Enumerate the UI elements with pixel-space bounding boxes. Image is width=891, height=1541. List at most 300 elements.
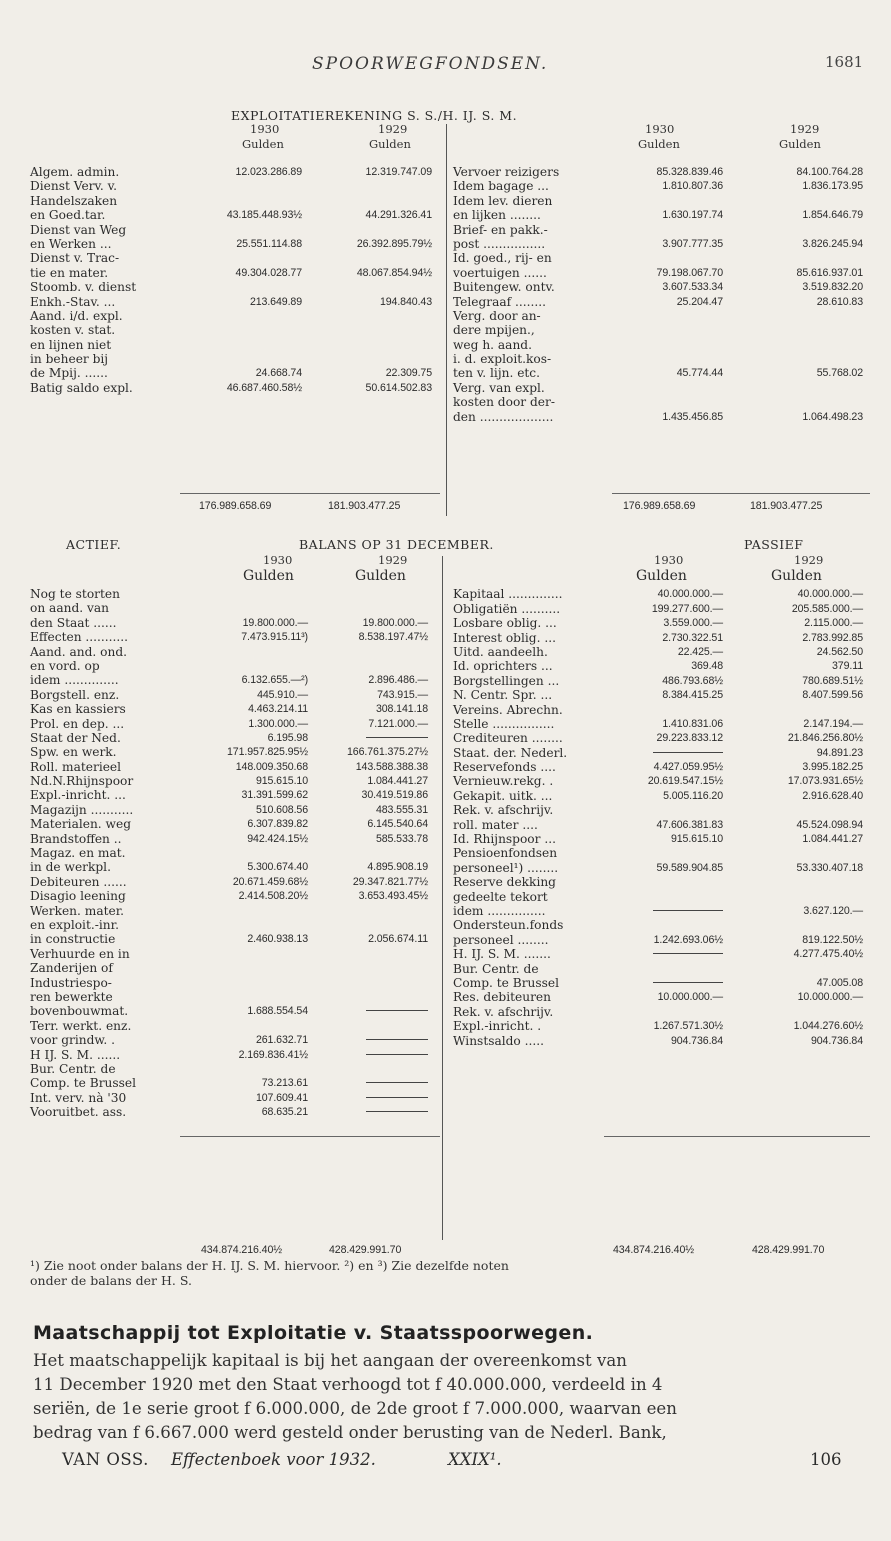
value-1930: 43.185.448.93½ xyxy=(226,209,302,222)
value-1929: 143.588.388.38 xyxy=(355,760,428,773)
exploit-year1-right: 1930 xyxy=(645,122,675,136)
value-1929: 48.067.854.94½ xyxy=(356,266,432,279)
balans-passief-row xyxy=(453,573,871,587)
balans-actief-row xyxy=(30,1004,440,1018)
value-1929: 10.000.000.— xyxy=(797,991,863,1004)
row-label: on aand. van xyxy=(30,601,109,616)
balans-title: BALANS OP 31 DECEMBER. xyxy=(299,537,494,552)
value-1929: 1.044.276.60½ xyxy=(793,1020,863,1033)
balans-passief-row xyxy=(453,904,871,918)
volume-number: XXIX¹. xyxy=(448,1450,502,1469)
value-1930: 10.000.000.— xyxy=(657,991,723,1004)
value-1930: 85.328.839.46 xyxy=(656,166,723,178)
value-1929: 2.783.992.85 xyxy=(802,631,863,644)
balans-passief-row xyxy=(453,1034,871,1048)
balans-total-left-1929: 428.429.991.70 xyxy=(329,1244,402,1256)
exploit-credit-row xyxy=(453,223,871,237)
balans-actief-row xyxy=(30,961,440,975)
row-label: personeel¹) ........ xyxy=(453,860,559,875)
exploit-total-right-1929: 181.903.477.25 xyxy=(750,500,823,512)
value-1929: 45.524.098.94 xyxy=(796,818,863,831)
row-label: kosten v. stat. xyxy=(30,323,116,338)
row-label: Aand. and. ond. xyxy=(30,644,127,659)
exploit-year2-right: 1929 xyxy=(790,122,820,136)
balans-actief-row xyxy=(30,659,440,673)
running-header: SPOORWEGFONDSEN. xyxy=(312,54,549,74)
exploit-divider xyxy=(446,124,447,516)
value-1929: 22.309.75 xyxy=(385,367,432,380)
value-1929: 3.826.245.94 xyxy=(802,237,863,250)
value-1929: 308.141.18 xyxy=(375,703,428,716)
exploit-credit-row xyxy=(453,165,871,179)
value-1930: 73.213.61 xyxy=(261,1077,308,1090)
row-label: tie en mater. xyxy=(30,265,109,280)
value-1930: 47.606.381.83 xyxy=(656,818,723,831)
value-1930: 510.608.56 xyxy=(255,803,308,816)
value-1930: 2.414.508.20½ xyxy=(238,890,308,903)
balans-actief-row xyxy=(30,803,440,817)
row-label: idem .............. xyxy=(30,673,119,688)
exploit-credit-row xyxy=(453,194,871,208)
value-1929: 3.653.493.45½ xyxy=(358,890,428,903)
exploit-credit-row xyxy=(453,237,871,251)
value-1930: 1.630.197.74 xyxy=(662,209,723,222)
value-1929 xyxy=(366,731,428,745)
value-1930: 1.810.807.36 xyxy=(662,180,723,193)
value-1929: 26.392.895.79½ xyxy=(356,237,432,250)
balans-actief-row xyxy=(30,731,440,745)
exploit-year1-left: 1930 xyxy=(250,122,280,136)
value-1930 xyxy=(653,904,723,918)
value-1930: 7.473.915.11³) xyxy=(241,631,308,644)
row-label: i. d. exploit.kos- xyxy=(453,352,552,367)
row-label: Magazijn ........... xyxy=(30,802,134,817)
row-label: Borgstellingen ... xyxy=(453,673,560,688)
value-1930: 1.267.571.30½ xyxy=(653,1020,723,1033)
exploit-total-right-1930: 176.989.658.69 xyxy=(623,500,696,512)
balans-actief-row xyxy=(30,990,440,1004)
balans-actief-row xyxy=(30,1062,440,1076)
row-label: Comp. te Brussel xyxy=(453,975,560,990)
balans-actief-row xyxy=(30,688,440,702)
row-label: Id. goed., rij- en xyxy=(453,251,552,266)
balans-actief-row xyxy=(30,673,440,687)
row-label: Verg. door an- xyxy=(453,308,541,323)
value-1930: 3.559.000.— xyxy=(663,617,723,630)
balans-passief-row xyxy=(453,861,871,875)
row-label: Vooruitbet. ass. xyxy=(30,1105,127,1120)
value-1930: 261.632.71 xyxy=(255,1034,308,1047)
exploit-debit-row xyxy=(30,323,440,337)
exploit-credit-row xyxy=(453,323,871,337)
value-1929 xyxy=(366,1004,428,1018)
value-1930: 6.307.839.82 xyxy=(247,818,308,831)
exploit-credit-row xyxy=(453,251,871,265)
exploit-unit1-left: Gulden xyxy=(242,137,284,151)
exploit-credit-row xyxy=(453,395,871,409)
value-1929: 2.115.000.— xyxy=(804,617,863,630)
balans-passief-row xyxy=(453,674,871,688)
value-1929: 819.122.50½ xyxy=(802,933,863,946)
value-1929: 8.407.599.56 xyxy=(802,689,863,702)
value-1929: 7.121.000.— xyxy=(368,717,428,730)
row-label: Obligatiën .......... xyxy=(453,601,561,616)
row-label: den Staat ...... xyxy=(30,615,117,630)
value-1930: 29.223.833.12 xyxy=(656,732,723,745)
balans-passief-row xyxy=(453,717,871,731)
value-1929 xyxy=(366,1076,428,1090)
balans-actief-row xyxy=(30,1091,440,1105)
balans-passief-row xyxy=(453,616,871,630)
value-1929: 2.056.674.11 xyxy=(368,933,428,946)
row-label: bovenbouwmat. xyxy=(30,1004,129,1019)
page-number: 1681 xyxy=(825,53,864,71)
balans-passief-row xyxy=(453,976,871,990)
value-1929: 4.277.475.40½ xyxy=(793,948,863,961)
row-label: Batig saldo expl. xyxy=(30,380,133,395)
row-label: Vereins. Abrechn. xyxy=(453,702,563,717)
exploit-debit-row xyxy=(30,295,440,309)
row-label: Crediteuren ........ xyxy=(453,731,563,746)
exploit-credit-table xyxy=(453,165,871,424)
row-label: Vervoer reizigers xyxy=(453,165,560,179)
value-1929: 50.614.502.83 xyxy=(365,381,432,394)
row-label: en Werken ... xyxy=(30,236,112,251)
value-1929: 44.291.326.41 xyxy=(365,209,432,222)
source-title: Effectenboek voor 1932. xyxy=(171,1450,376,1469)
exploit-debit-table xyxy=(30,165,440,395)
value-1929: 24.562.50 xyxy=(816,645,863,658)
value-1929 xyxy=(366,1033,428,1047)
balans-passief-row xyxy=(453,990,871,1004)
row-label: N. Centr. Spr. ... xyxy=(453,688,553,703)
source-author: VAN OSS. xyxy=(62,1450,149,1469)
row-label: Verg. van expl. xyxy=(453,380,545,395)
balans-passief-row xyxy=(453,933,871,947)
paragraph-line-4: bedrag van f 6.667.000 werd gesteld onder berusting van de Nederl. Bank, xyxy=(33,1423,667,1442)
row-label: Aand. i/d. expl. xyxy=(30,308,123,323)
row-label: personeel ........ xyxy=(453,932,549,947)
value-1929: 1.084.441.27 xyxy=(802,833,863,846)
balans-passief-table xyxy=(453,573,871,1048)
row-label: Materialen. weg xyxy=(30,817,131,832)
balans-actief-row xyxy=(30,860,440,874)
row-label: Expl.-inricht. . xyxy=(453,1019,542,1034)
value-1929: 85.616.937.01 xyxy=(796,266,863,279)
row-label: Prol. en dep. ... xyxy=(30,716,125,731)
balans-total-right-1929: 428.429.991.70 xyxy=(752,1244,825,1256)
value-1930: 148.009.350.68 xyxy=(235,760,308,773)
value-1929: 47.005.08 xyxy=(816,976,863,989)
row-label: Comp. te Brussel xyxy=(30,1076,137,1091)
value-1930: 5.005.116.20 xyxy=(663,789,723,802)
value-1929: 84.100.764.28 xyxy=(796,166,863,178)
balans-actief-row xyxy=(30,904,440,918)
exploit-debit-row xyxy=(30,237,440,251)
exploit-debit-row xyxy=(30,251,440,265)
value-1930: 1.410.831.06 xyxy=(662,717,723,730)
balans-actief-row xyxy=(30,745,440,759)
row-label: voertuigen ...... xyxy=(453,265,547,280)
balans-actief-row xyxy=(30,832,440,846)
exploit-credit-row xyxy=(453,338,871,352)
balans-passief-row xyxy=(453,631,871,645)
balans-actief-row xyxy=(30,1033,440,1047)
exploit-debit-row xyxy=(30,179,440,193)
balans-actief-row xyxy=(30,1076,440,1090)
row-label: Idem bagage ... xyxy=(453,179,549,194)
balans-year1-right: 1930 xyxy=(654,553,684,567)
balans-passief-label: PASSIEF xyxy=(744,537,804,552)
value-1930: 5.300.674.40 xyxy=(247,861,308,874)
balans-year2-right: 1929 xyxy=(794,553,824,567)
exploit-total-left-1929: 181.903.477.25 xyxy=(328,500,401,512)
balans-actief-row xyxy=(30,630,440,644)
value-1930: 19.800.000.— xyxy=(242,616,308,629)
exploit-debit-row xyxy=(30,223,440,237)
row-label: Rek. v. afschrijv. xyxy=(453,803,554,818)
value-1929: 1.084.441.27 xyxy=(367,775,428,788)
row-label: in de werkpl. xyxy=(30,860,111,875)
value-1930: 1.300.000.— xyxy=(248,717,308,730)
row-label: Buitengew. ontv. xyxy=(453,280,555,295)
value-1929: 4.895.908.19 xyxy=(367,861,428,874)
row-label: Brandstoffen .. xyxy=(30,831,122,846)
value-1929: 194.840.43 xyxy=(379,295,432,308)
value-1929: 3.995.182.25 xyxy=(802,761,863,774)
section-heading: Maatschappij tot Exploitatie v. Staatsspoorwegen. xyxy=(33,1322,594,1344)
value-1930 xyxy=(653,976,723,990)
row-label: en lijnen niet xyxy=(30,337,112,352)
value-1929: 28.610.83 xyxy=(816,295,863,308)
balans-passief-row xyxy=(453,688,871,702)
exploit-debit-row xyxy=(30,266,440,280)
exploit-debit-row xyxy=(30,352,440,366)
row-label: voor grindw. . xyxy=(30,1033,116,1048)
row-label: Dienst van Weg xyxy=(30,222,127,237)
balans-actief-row xyxy=(30,875,440,889)
balans-unit2-right: Gulden xyxy=(771,568,822,584)
exploit-title: EXPLOITATIEREKENING S. S./H. IJ. S. M. xyxy=(231,108,518,123)
row-label: Dienst Verv. v. xyxy=(30,179,117,194)
row-label: en vord. op xyxy=(30,658,100,673)
row-label: H. IJ. S. M. ....... xyxy=(453,947,551,962)
value-1929: 743.915.— xyxy=(377,688,428,701)
row-label: Verhuurde en in xyxy=(30,946,130,961)
value-1930: 3.607.533.34 xyxy=(662,281,723,294)
row-label: dere mpijen., xyxy=(453,323,535,338)
balans-actief-table xyxy=(30,587,440,1119)
footnote-line-2: onder de balans der H. S. xyxy=(30,1273,192,1288)
value-1930: 171.957.825.95½ xyxy=(227,746,308,759)
balans-actief-row xyxy=(30,702,440,716)
exploit-credit-row xyxy=(453,381,871,395)
balans-total-rule-left xyxy=(180,1136,440,1137)
value-1930: 8.384.415.25 xyxy=(662,689,723,702)
value-1929: 585.533.78 xyxy=(375,832,428,845)
balans-unit1-left: Gulden xyxy=(243,568,294,584)
row-label: kosten door der- xyxy=(453,395,555,410)
row-label: Brief- en pakk.- xyxy=(453,222,548,237)
value-1930: 915.615.10 xyxy=(255,775,308,788)
balans-actief-row xyxy=(30,846,440,860)
row-label: Debiteuren ...... xyxy=(30,874,127,889)
row-label: Zanderijen of xyxy=(30,961,113,976)
row-label: Stoomb. v. dienst xyxy=(30,280,137,295)
value-1929: 21.846.256.80½ xyxy=(787,732,863,745)
row-label: Roll. materieel xyxy=(30,759,122,774)
row-label: Handelszaken xyxy=(30,193,118,208)
row-label: Effecten ........... xyxy=(30,630,129,645)
value-1929: 17.073.931.65½ xyxy=(787,775,863,788)
balans-actief-row xyxy=(30,788,440,802)
value-1929: 8.538.197.47½ xyxy=(358,631,428,644)
value-1929: 55.768.02 xyxy=(816,367,863,380)
value-1930: 2.169.836.41½ xyxy=(238,1048,308,1061)
row-label: Algem. admin. xyxy=(30,165,120,179)
row-label: Dienst v. Trac- xyxy=(30,251,120,266)
exploit-debit-row xyxy=(30,381,440,395)
exploit-unit2-left: Gulden xyxy=(369,137,411,151)
row-label: Borgstell. enz. xyxy=(30,687,120,702)
exploit-credit-row xyxy=(453,410,871,424)
value-1929: 205.585.000.— xyxy=(791,602,863,615)
exploit-unit1-right: Gulden xyxy=(638,137,680,151)
row-label: Vernieuw.rekg. . xyxy=(453,774,554,789)
row-label: Staat. der. Nederl. xyxy=(453,745,568,760)
value-1930: 59.589.904.85 xyxy=(656,861,723,874)
exploit-credit-row xyxy=(453,352,871,366)
value-1930: 2.460.938.13 xyxy=(247,933,308,946)
exploit-credit-row xyxy=(453,280,871,294)
row-label: ren bewerkte xyxy=(30,989,113,1004)
row-label: Id. Rhijnspoor ... xyxy=(453,832,556,847)
balans-passief-row xyxy=(453,832,871,846)
balans-actief-row xyxy=(30,947,440,961)
value-1929: 53.330.407.18 xyxy=(796,861,863,874)
row-label: Nd.N.Rhijnspoor xyxy=(30,774,134,789)
value-1930: 49.304.028.77 xyxy=(235,266,302,279)
balans-passief-row xyxy=(453,645,871,659)
footnote-line-1: ¹) Zie noot onder balans der H. IJ. S. M. hiervoor. ²) en ³) Zie dezelfde noten xyxy=(30,1258,509,1273)
value-1929: 29.347.821.77½ xyxy=(352,875,428,888)
balans-actief-row xyxy=(30,760,440,774)
row-label: in beheer bij xyxy=(30,352,109,367)
row-label: gedeelte tekort xyxy=(453,889,548,904)
balans-passief-row xyxy=(453,803,871,817)
value-1929: 780.689.51½ xyxy=(802,674,863,687)
value-1929: 12.319.747.09 xyxy=(365,166,432,178)
value-1930 xyxy=(653,746,723,760)
row-label: Staat der Ned. xyxy=(30,730,121,745)
value-1930: 1.435.456.85 xyxy=(662,410,723,423)
paragraph-line-3: seriën, de 1e serie groot f 6.000.000, de 2de groot f 7.000.000, waarvan een xyxy=(33,1399,677,1418)
exploit-debit-row xyxy=(30,338,440,352)
balans-passief-row xyxy=(453,760,871,774)
row-label: de Mpij. ...... xyxy=(30,366,108,381)
balans-actief-row xyxy=(30,616,440,630)
row-label: Magaz. en mat. xyxy=(30,846,126,861)
paragraph-line-1: Het maatschappelijk kapitaal is bij het aangaan der overeenkomst van xyxy=(33,1351,627,1370)
value-1929: 379.11 xyxy=(831,660,863,673)
exploit-credit-row xyxy=(453,366,871,380)
value-1930: 79.198.067.70 xyxy=(656,266,723,279)
balans-passief-row xyxy=(453,731,871,745)
value-1930: 1.242.693.06½ xyxy=(653,933,723,946)
row-label: Pensioenfondsen xyxy=(453,846,558,861)
row-label: post ................ xyxy=(453,236,546,251)
balans-passief-row xyxy=(453,1005,871,1019)
value-1930: 369.48 xyxy=(691,660,723,673)
balans-actief-row xyxy=(30,601,440,615)
balans-actief-row xyxy=(30,587,440,601)
value-1929: 904.736.84 xyxy=(810,1034,863,1047)
row-label: ten v. lijn. etc. xyxy=(453,366,541,381)
balans-actief-row xyxy=(30,976,440,990)
balans-total-rule-right xyxy=(604,1136,870,1137)
row-label: en Goed.tar. xyxy=(30,208,106,223)
balans-actief-row xyxy=(30,1048,440,1062)
balans-actief-row xyxy=(30,645,440,659)
exploit-total-left-1930: 176.989.658.69 xyxy=(199,500,272,512)
balans-divider xyxy=(442,556,443,1240)
value-1929 xyxy=(366,1048,428,1062)
row-label: idem ............... xyxy=(453,903,546,918)
exploit-total-rule-right xyxy=(612,493,870,494)
balans-actief-label: ACTIEF. xyxy=(66,537,122,552)
value-1930: 445.910.— xyxy=(257,688,308,701)
row-label: H IJ. S. M. ...... xyxy=(30,1047,121,1062)
exploit-debit-row xyxy=(30,309,440,323)
exploit-credit-row xyxy=(453,266,871,280)
bottom-page-number: 106 xyxy=(810,1450,842,1469)
row-label: en lijken ........ xyxy=(453,208,541,223)
value-1930: 20.619.547.15½ xyxy=(647,775,723,788)
value-1930 xyxy=(653,947,723,961)
value-1930: 22.425.— xyxy=(677,645,723,658)
row-label: Kapitaal .............. xyxy=(453,587,563,602)
balans-passief-row xyxy=(453,918,871,932)
value-1930: 4.463.214.11 xyxy=(248,703,308,716)
row-label: Rek. v. afschrijv. xyxy=(453,1004,554,1019)
balans-total-right-1930: 434.874.216.40½ xyxy=(613,1244,694,1256)
row-label: Enkh.-Stav. ... xyxy=(30,294,116,309)
value-1930: 915.615.10 xyxy=(670,833,723,846)
exploit-unit2-right: Gulden xyxy=(779,137,821,151)
value-1930: 6.132.655.—²) xyxy=(241,674,308,687)
exploit-debit-row xyxy=(30,366,440,380)
value-1930: 40.000.000.— xyxy=(657,588,723,601)
value-1929: 1.064.498.23 xyxy=(802,410,863,423)
balans-actief-row xyxy=(30,889,440,903)
row-label: Kas en kassiers xyxy=(30,702,126,717)
row-label: en exploit.-inr. xyxy=(30,917,119,932)
row-label: Disagio leening xyxy=(30,889,126,904)
row-label: Interest oblig. ... xyxy=(453,630,556,645)
exploit-total-rule-left xyxy=(180,493,440,494)
value-1929 xyxy=(366,1105,428,1119)
row-label: den ................... xyxy=(453,409,554,424)
balans-actief-row xyxy=(30,918,440,932)
row-label: Telegraaf ........ xyxy=(453,294,547,309)
balans-actief-row xyxy=(30,817,440,831)
value-1929: 30.419.519.86 xyxy=(361,789,428,802)
value-1930: 2.730.322.51 xyxy=(662,631,723,644)
value-1930: 31.391.599.62 xyxy=(241,789,308,802)
row-label: Stelle ................ xyxy=(453,716,555,731)
value-1930: 1.688.554.54 xyxy=(247,1005,308,1018)
value-1929: 3.519.832.20 xyxy=(802,281,863,294)
